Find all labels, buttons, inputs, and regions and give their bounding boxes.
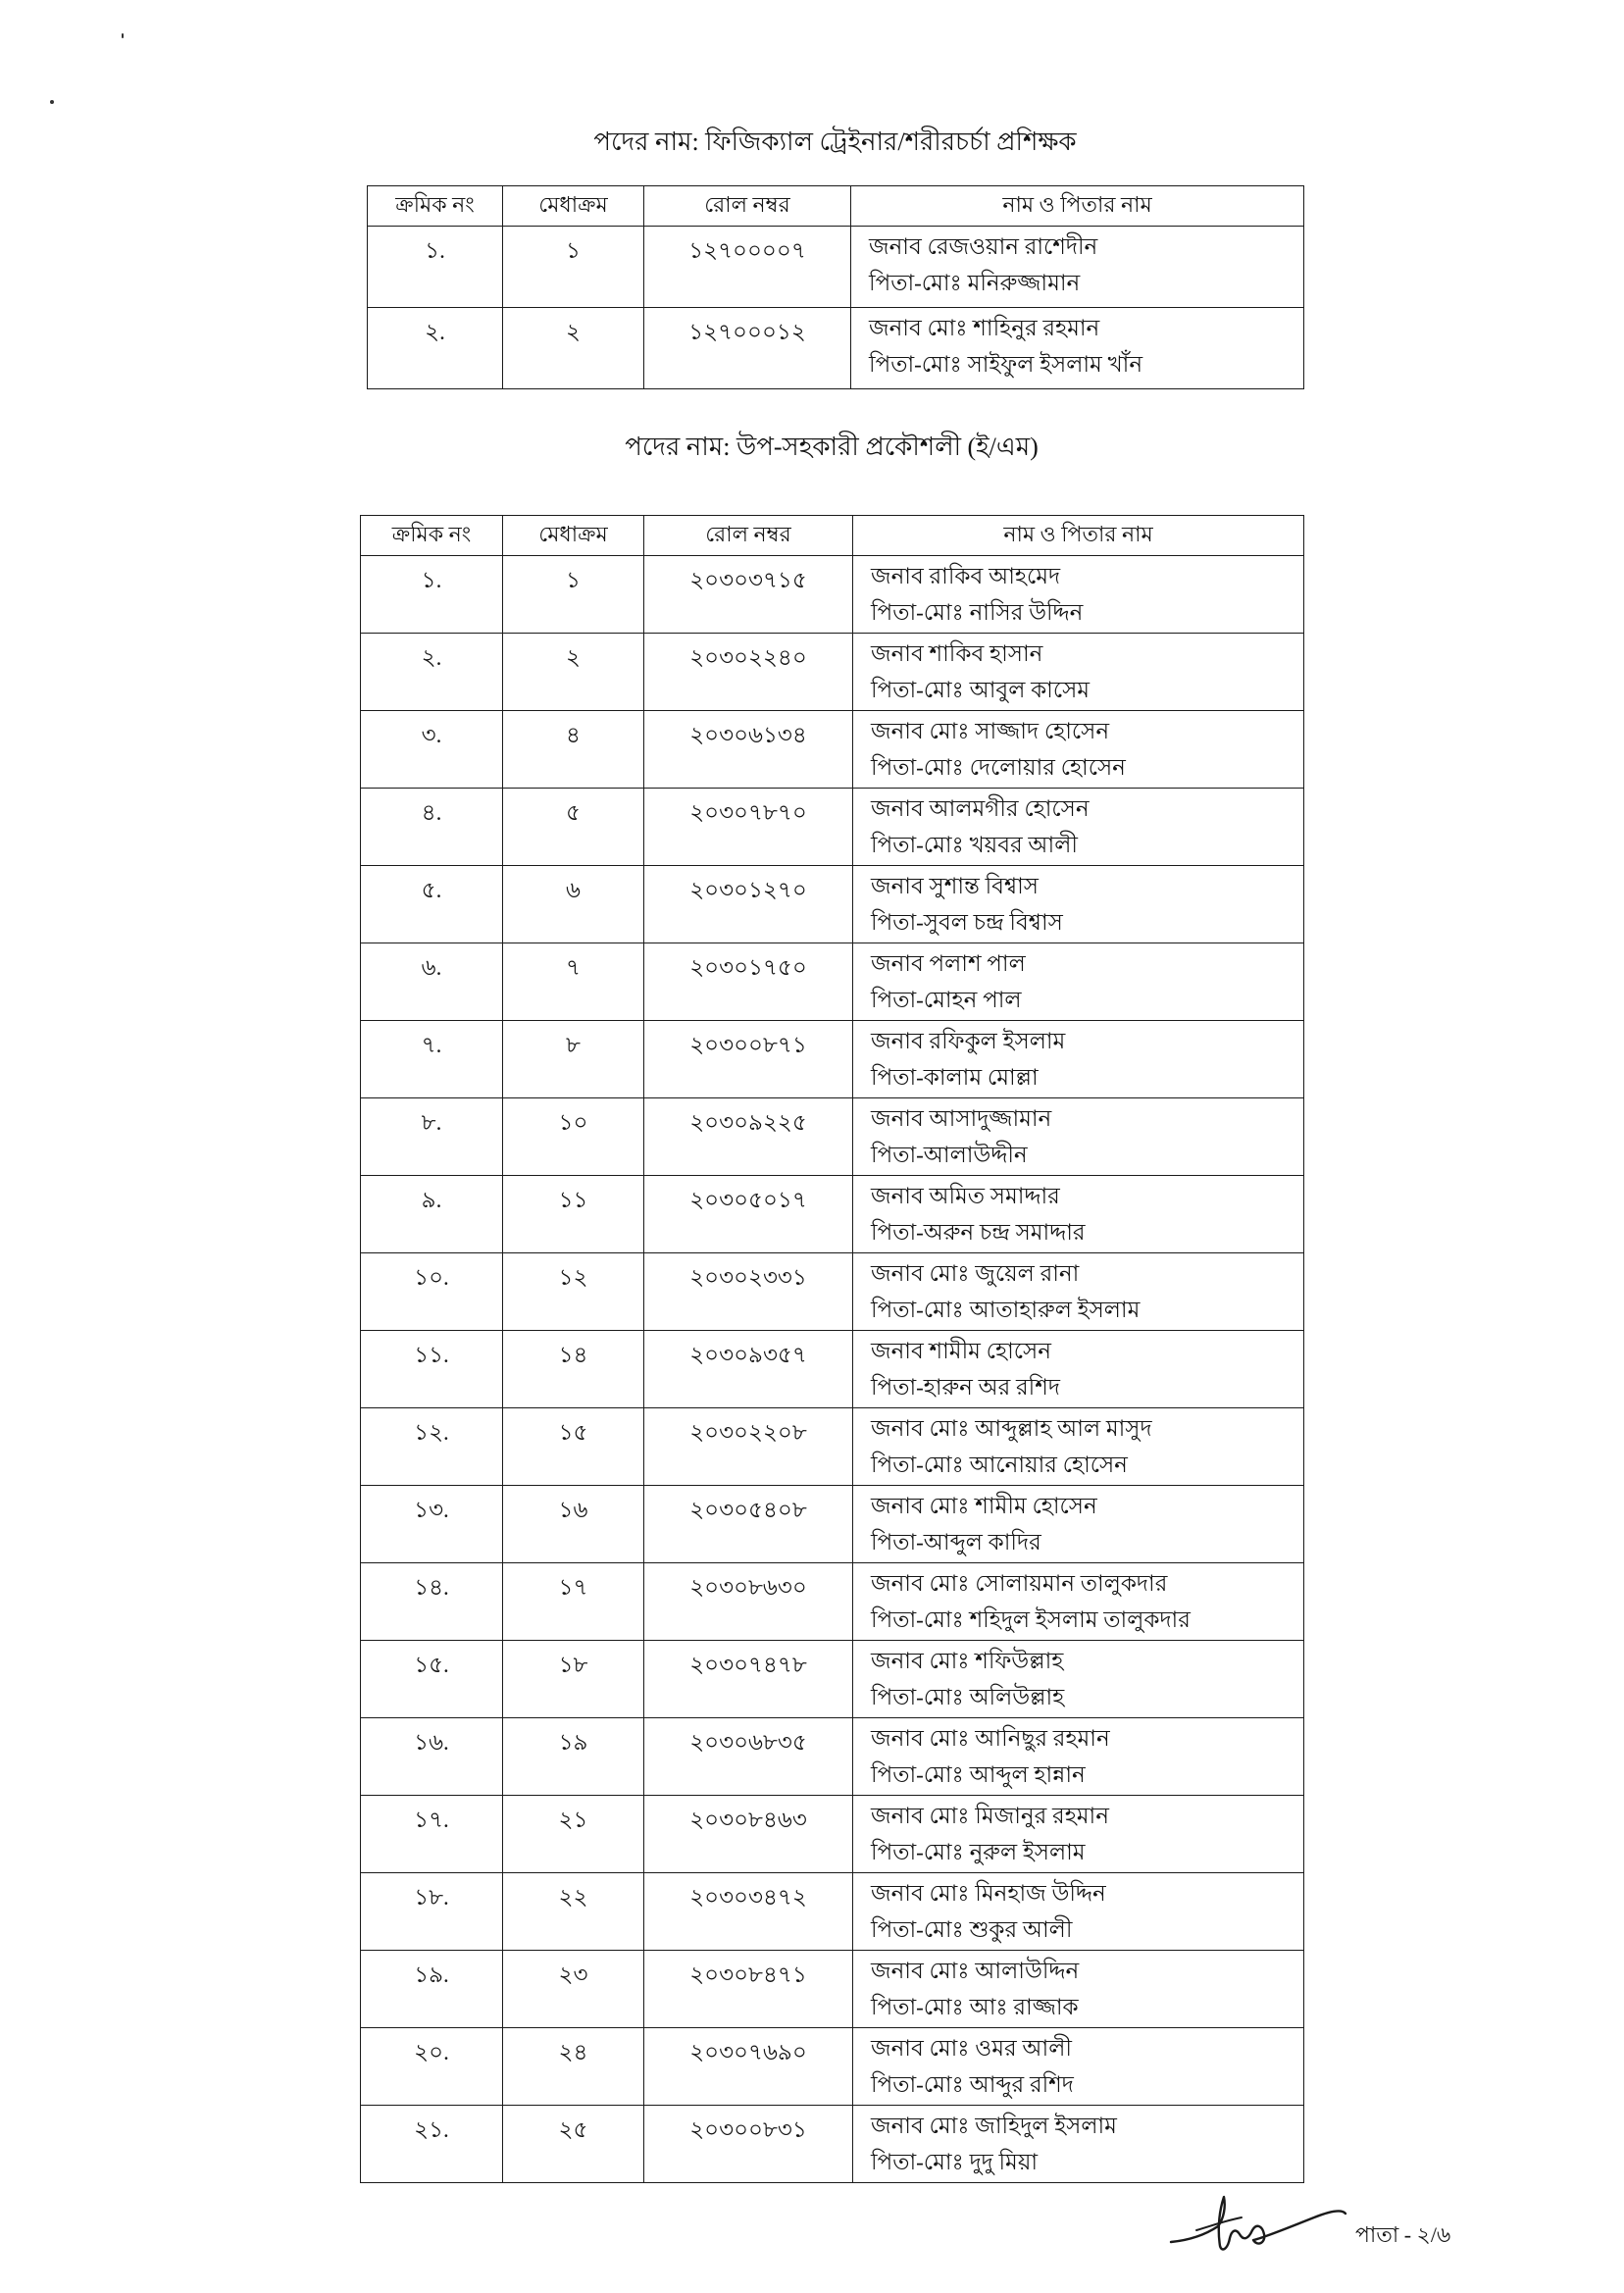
- serial-cell: ৯.: [361, 1176, 503, 1253]
- roll-cell: ২০৩০৯৩৫৭: [644, 1331, 853, 1408]
- merit-cell: ১৫: [503, 1408, 644, 1486]
- father-name: পিতা-মোঃ আব্দুর রশিদ: [871, 2072, 1074, 2097]
- name-cell: [853, 2106, 1304, 2183]
- name-cell: [853, 1796, 1304, 1873]
- table-row: [361, 711, 1304, 789]
- table-row: [361, 1098, 1304, 1176]
- merit-cell: ২: [503, 634, 644, 711]
- serial-cell: ৪.: [361, 789, 503, 866]
- header-row: [368, 186, 1304, 227]
- table-row: [361, 1718, 1304, 1796]
- roll-cell: ২০৩০৩৭১৫: [644, 556, 853, 634]
- name-cell: [851, 227, 1304, 308]
- column-header-roll: রোল নম্বর: [644, 516, 853, 556]
- table-row: [368, 227, 1304, 308]
- merit-cell: ১: [503, 227, 644, 308]
- name-cell: [853, 1951, 1304, 2028]
- serial-cell: ৮.: [361, 1098, 503, 1176]
- table-row: [361, 2028, 1304, 2106]
- name-cell: [853, 1641, 1304, 1718]
- candidate-name: জনাব আসাদুজ্জামান: [871, 1106, 1052, 1131]
- roll-cell: ২০৩০৩৪৭২: [644, 1873, 853, 1951]
- candidate-name: জনাব মোঃ শাহিনুর রহমান: [869, 316, 1100, 340]
- father-name: পিতা-মোঃ খয়বর আলী: [871, 833, 1078, 857]
- father-name: পিতা-মোঃ দেলোয়ার হোসেন: [871, 755, 1126, 780]
- candidate-name: জনাব মোঃ জাহিদুল ইসলাম: [871, 2114, 1117, 2138]
- name-cell: [853, 1176, 1304, 1253]
- merit-cell: ২২: [503, 1873, 644, 1951]
- father-name: পিতা-মোঃ মনিরুজ্জামান: [869, 271, 1081, 295]
- name-cell: [851, 308, 1304, 389]
- merit-cell: ২১: [503, 1796, 644, 1873]
- serial-cell: ২০.: [361, 2028, 503, 2106]
- serial-cell: ৭.: [361, 1021, 503, 1098]
- table-row: [361, 1951, 1304, 2028]
- candidate-name: জনাব শাকিব হাসান: [871, 641, 1043, 666]
- merit-cell: ১: [503, 556, 644, 634]
- candidate-name: জনাব রেজওয়ান রাশেদীন: [869, 234, 1098, 259]
- father-name: পিতা-মোঃ নুরুল ইসলাম: [871, 1840, 1086, 1864]
- section-title-physical-trainer: পদের নাম: ফিজিক্যাল ট্রেইনার/শরীরচর্চা প্রশিক্ষক: [593, 127, 1077, 156]
- merit-cell: ৪: [503, 711, 644, 789]
- serial-cell: ২.: [361, 634, 503, 711]
- roll-cell: ২০৩০৮৪৭১: [644, 1951, 853, 2028]
- serial-cell: ৬.: [361, 943, 503, 1021]
- table-row: [361, 556, 1304, 634]
- page-number: পাতা - ২/৬: [1355, 2222, 1451, 2247]
- roll-cell: ২০৩০৫০১৭: [644, 1176, 853, 1253]
- name-cell: [853, 2028, 1304, 2106]
- candidate-name: জনাব মোঃ আলাউদ্দিন: [871, 1959, 1080, 1983]
- father-name: পিতা-মোঃ শহিদুল ইসলাম তালুকদার: [871, 1607, 1191, 1632]
- table-row: [361, 1486, 1304, 1563]
- roll-cell: ২০৩০২৩৩১: [644, 1253, 853, 1331]
- candidate-name: জনাব মোঃ মিনহাজ উদ্দিন: [871, 1881, 1106, 1906]
- serial-cell: ১৪.: [361, 1563, 503, 1641]
- father-name: পিতা-মোঃ শুকুর আলী: [871, 1917, 1073, 1942]
- name-cell: [853, 1718, 1304, 1796]
- serial-cell: ১৩.: [361, 1486, 503, 1563]
- father-name: পিতা-মোহন পাল: [871, 988, 1022, 1012]
- father-name: পিতা-আলাউদ্দীন: [871, 1143, 1028, 1167]
- table-row: [361, 1408, 1304, 1486]
- table-row: [361, 1021, 1304, 1098]
- serial-cell: ২১.: [361, 2106, 503, 2183]
- merit-cell: ১২: [503, 1253, 644, 1331]
- name-cell: [853, 1021, 1304, 1098]
- roll-cell: ২০৩০৯২২৫: [644, 1098, 853, 1176]
- table-row: [361, 1176, 1304, 1253]
- roll-cell: ২০৩০৮৪৬৩: [644, 1796, 853, 1873]
- table-row: [361, 866, 1304, 943]
- serial-cell: ৩.: [361, 711, 503, 789]
- roll-cell: ২০৩০১৭৫০: [644, 943, 853, 1021]
- candidate-name: জনাব পলাশ পাল: [871, 951, 1026, 976]
- candidate-name: জনাব মোঃ শফিউল্লাহ: [871, 1649, 1064, 1673]
- name-cell: [853, 1408, 1304, 1486]
- father-name: পিতা-মোঃ দুদু মিয়া: [871, 2150, 1039, 2174]
- scan-speck: [122, 33, 124, 38]
- merit-cell: ১৯: [503, 1718, 644, 1796]
- father-name: পিতা-মোঃ নাসির উদ্দিন: [871, 600, 1084, 625]
- father-name: পিতা-মোঃ অলিউল্লাহ: [871, 1685, 1065, 1709]
- father-name: পিতা-হারুন অর রশিদ: [871, 1375, 1060, 1400]
- name-cell: [853, 711, 1304, 789]
- candidate-name: জনাব মোঃ শামীম হোসেন: [871, 1494, 1097, 1518]
- column-header-roll: রোল নম্বর: [644, 186, 851, 227]
- table-row: [361, 1563, 1304, 1641]
- candidate-name: জনাব অমিত সমাদ্দার: [871, 1184, 1060, 1208]
- serial-cell: ১৬.: [361, 1718, 503, 1796]
- column-header-name: নাম ও পিতার নাম: [853, 516, 1304, 556]
- table-row: [361, 943, 1304, 1021]
- serial-cell: ১.: [361, 556, 503, 634]
- serial-cell: ১৭.: [361, 1796, 503, 1873]
- serial-cell: ১৮.: [361, 1873, 503, 1951]
- father-name: পিতা-মোঃ আতাহারুল ইসলাম: [871, 1298, 1141, 1322]
- table-row: [368, 308, 1304, 389]
- candidate-name: জনাব শামীম হোসেন: [871, 1339, 1051, 1363]
- father-name: পিতা-আব্দুল কাদির: [871, 1530, 1041, 1554]
- candidate-name: জনাব সুশান্ত বিশ্বাস: [871, 874, 1039, 898]
- name-cell: [853, 1563, 1304, 1641]
- roll-cell: ২০৩০২২৪০: [644, 634, 853, 711]
- column-header-merit: মেধাক্রম: [503, 516, 644, 556]
- roll-cell: ২০৩০৭৪৭৮: [644, 1641, 853, 1718]
- name-cell: [853, 556, 1304, 634]
- table-body: [368, 227, 1304, 389]
- section-title-sub-assistant-engineer: পদের নাম: উপ-সহকারী প্রকৌশলী (ই/এম): [625, 433, 1039, 461]
- candidate-name: জনাব মোঃ ওমর আলী: [871, 2036, 1072, 2061]
- merit-cell: ১৮: [503, 1641, 644, 1718]
- table-row: [361, 1641, 1304, 1718]
- table-row: [361, 1796, 1304, 1873]
- column-header-merit: মেধাক্রম: [503, 186, 644, 227]
- serial-cell: ১৯.: [361, 1951, 503, 2028]
- roll-cell: ২০৩০৬৮৩৫: [644, 1718, 853, 1796]
- candidate-name: জনাব মোঃ মিজানুর রহমান: [871, 1804, 1109, 1828]
- table-header: [361, 516, 1304, 556]
- name-cell: [853, 634, 1304, 711]
- table-body: [361, 556, 1304, 2183]
- merit-cell: ৭: [503, 943, 644, 1021]
- merit-cell: ২৩: [503, 1951, 644, 2028]
- serial-cell: ৫.: [361, 866, 503, 943]
- father-name: পিতা-মোঃ সাইফুল ইসলাম খাঁন: [869, 352, 1143, 377]
- roll-cell: ২০৩০২২০৮: [644, 1408, 853, 1486]
- table-sub-assistant-engineer: [360, 515, 1304, 2183]
- name-cell: [853, 1331, 1304, 1408]
- serial-cell: ১০.: [361, 1253, 503, 1331]
- merit-cell: ১০: [503, 1098, 644, 1176]
- name-cell: [853, 866, 1304, 943]
- header-row: [361, 516, 1304, 556]
- column-header-serial: ক্রমিক নং: [361, 516, 503, 556]
- merit-cell: ৮: [503, 1021, 644, 1098]
- father-name: পিতা-মোঃ আবুল কাসেম: [871, 678, 1091, 702]
- name-cell: [853, 1486, 1304, 1563]
- merit-cell: ১৭: [503, 1563, 644, 1641]
- roll-cell: ২০৩০৫৪০৮: [644, 1486, 853, 1563]
- merit-cell: ২৪: [503, 2028, 644, 2106]
- roll-cell: ২০৩০০৮৩১: [644, 2106, 853, 2183]
- name-cell: [853, 943, 1304, 1021]
- candidate-name: জনাব মোঃ আব্দুল্লাহ আল মাসুদ: [871, 1416, 1152, 1441]
- name-cell: [853, 1253, 1304, 1331]
- merit-cell: ১৬: [503, 1486, 644, 1563]
- table-row: [361, 1253, 1304, 1331]
- signature: [1165, 2185, 1351, 2264]
- serial-cell: ১১.: [361, 1331, 503, 1408]
- candidate-name: জনাব রাকিব আহমেদ: [871, 564, 1061, 588]
- roll-cell: ২০৩০৭৮৭০: [644, 789, 853, 866]
- table-row: [361, 1873, 1304, 1951]
- roll-cell: ২০৩০৭৬৯০: [644, 2028, 853, 2106]
- table-header: [368, 186, 1304, 227]
- candidate-name: জনাব মোঃ সোলায়মান তালুকদার: [871, 1571, 1168, 1596]
- table-row: [361, 2106, 1304, 2183]
- column-header-name: নাম ও পিতার নাম: [851, 186, 1304, 227]
- roll-cell: ২০৩০৬১৩৪: [644, 711, 853, 789]
- father-name: পিতা-মোঃ আনোয়ার হোসেন: [871, 1452, 1128, 1477]
- scan-speck: [50, 100, 54, 104]
- merit-cell: ৬: [503, 866, 644, 943]
- father-name: পিতা-সুবল চন্দ্র বিশ্বাস: [871, 910, 1063, 935]
- serial-cell: ১৫.: [361, 1641, 503, 1718]
- serial-cell: ২.: [368, 308, 503, 389]
- roll-cell: ১২৭০০০০৭: [644, 227, 851, 308]
- roll-cell: ২০৩০১২৭০: [644, 866, 853, 943]
- roll-cell: ২০৩০০৮৭১: [644, 1021, 853, 1098]
- serial-cell: ১.: [368, 227, 503, 308]
- candidate-name: জনাব আলমগীর হোসেন: [871, 796, 1090, 821]
- father-name: পিতা-মোঃ আঃ রাজ্জাক: [871, 1995, 1079, 2019]
- merit-cell: ১৪: [503, 1331, 644, 1408]
- roll-cell: ২০৩০৮৬৩০: [644, 1563, 853, 1641]
- father-name: পিতা-মোঃ আব্দুল হান্নান: [871, 1762, 1086, 1787]
- candidate-name: জনাব মোঃ আনিছুর রহমান: [871, 1726, 1110, 1751]
- candidate-name: জনাব মোঃ জুয়েল রানা: [871, 1261, 1080, 1286]
- serial-cell: ১২.: [361, 1408, 503, 1486]
- name-cell: [853, 789, 1304, 866]
- candidate-name: জনাব মোঃ সাজ্জাদ হোসেন: [871, 719, 1110, 743]
- candidate-name: জনাব রফিকুল ইসলাম: [871, 1029, 1066, 1053]
- merit-cell: ৫: [503, 789, 644, 866]
- table-row: [361, 1331, 1304, 1408]
- table-row: [361, 789, 1304, 866]
- table-physical-trainer: [367, 185, 1304, 389]
- column-header-serial: ক্রমিক নং: [368, 186, 503, 227]
- father-name: পিতা-কালাম মোল্লা: [871, 1065, 1039, 1090]
- father-name: পিতা-অরুন চন্দ্র সমাদ্দার: [871, 1220, 1086, 1245]
- merit-cell: ২: [503, 308, 644, 389]
- merit-cell: ২৫: [503, 2106, 644, 2183]
- table-row: [361, 634, 1304, 711]
- roll-cell: ১২৭০০০১২: [644, 308, 851, 389]
- name-cell: [853, 1873, 1304, 1951]
- name-cell: [853, 1098, 1304, 1176]
- merit-cell: ১১: [503, 1176, 644, 1253]
